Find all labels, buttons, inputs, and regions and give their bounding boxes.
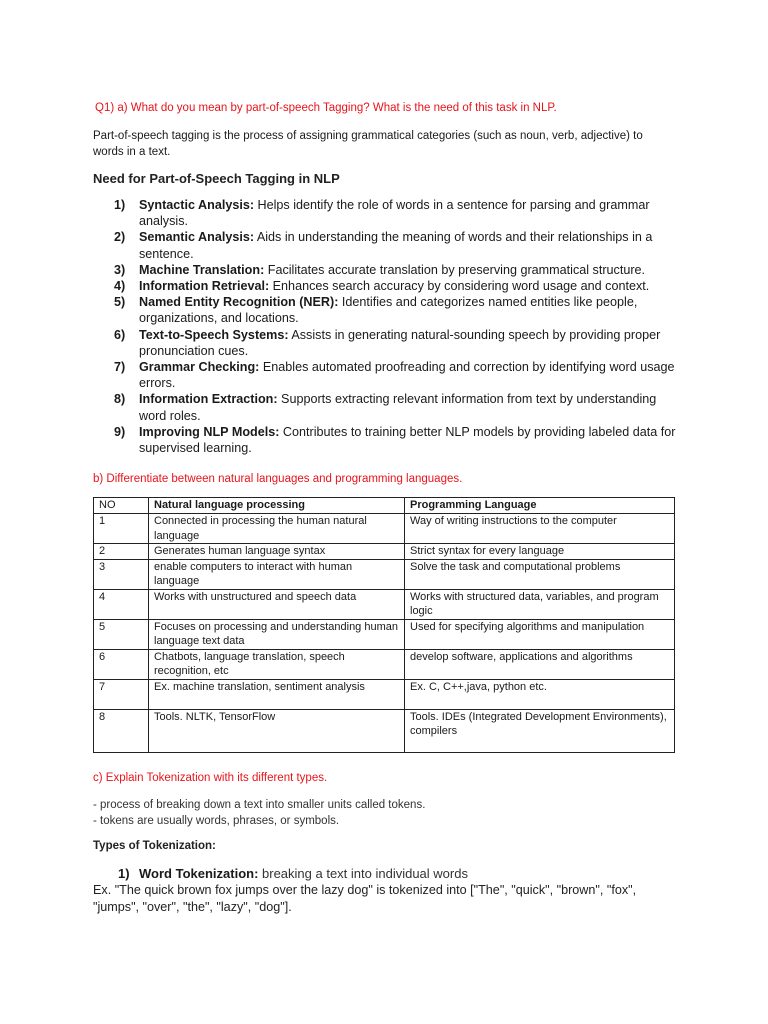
definition-line: - process of breaking down a text into smaller units called tokens. <box>93 799 426 811</box>
table-row <box>94 589 675 619</box>
cell-nlp: Tools. NLTK, TensorFlow <box>149 709 405 752</box>
definition-line: - tokens are usually words, phrases, or symbols. <box>93 815 340 827</box>
pos-definition: Part-of-speech tagging is the process of assigning grammatical categories (such as noun, verb, adjective) to words in a text. <box>93 130 643 158</box>
cell-pl: Used for specifying algorithms and manipulation <box>405 619 675 649</box>
item-desc: Aids in understanding the meaning of words and their relationships in a sentence. <box>139 230 653 261</box>
question-1a: Q1) a) What do you mean by part-of-speech Tagging? What is the need of this task in NLP. <box>95 102 557 114</box>
comparison-table <box>93 497 675 753</box>
list-item: 1) Syntactic Analysis: Helps identify the role of words in a sentence for parsing and grammar analysis. <box>114 198 650 229</box>
item-desc: breaking a text into individual words <box>258 866 468 881</box>
cell-nlp: Connected in processing the human natural language <box>149 514 405 544</box>
table-header-row <box>94 498 675 514</box>
cell-no: 3 <box>94 559 149 589</box>
item-term: Word Tokenization: <box>139 866 259 881</box>
cell-nlp: enable computers to interact with human language <box>149 559 405 589</box>
item-desc: Supports extracting relevant information from text by understanding word roles. <box>139 392 657 423</box>
table-row <box>94 559 675 589</box>
list-item: 6) Text-to-Speech Systems: Assists in generating natural-sounding speech by providing proper pronunciation cues. <box>114 327 661 358</box>
item-term: Named Entity Recognition (NER): <box>139 295 339 310</box>
item-desc: Enhances search accuracy by considering word usage and context. <box>269 279 650 294</box>
tokenization-definition <box>93 797 425 829</box>
cell-nlp: Generates human language syntax <box>149 544 405 560</box>
cell-no: 6 <box>94 649 149 679</box>
item-term: Information Retrieval: <box>139 279 270 294</box>
table-row <box>94 619 675 649</box>
cell-nlp: Focuses on processing and understanding human language text data <box>149 619 405 649</box>
table-row <box>94 649 675 679</box>
table-row <box>94 514 675 544</box>
need-heading: Need for Part-of-Speech Tagging in NLP <box>93 171 340 186</box>
cell-pl: Solve the task and computational problems <box>405 559 675 589</box>
list-item: 4) Information Retrieval: Enhances search accuracy by considering word usage and context. <box>114 279 650 294</box>
item-desc: Facilitates accurate translation by preserving grammatical structure. <box>264 262 646 277</box>
cell-nlp: Ex. machine translation, sentiment analysis <box>149 679 405 709</box>
item-desc: Contributes to training better NLP models by providing labeled data for supervised learning. <box>139 424 676 456</box>
item-desc: Helps identify the role of words in a sentence for parsing and grammar analysis. <box>139 198 650 229</box>
list-item: 8) Information Extraction: Supports extracting relevant information from text by understanding word roles. <box>114 392 657 423</box>
question-1c: c) Explain Tokenization with its different types. <box>93 772 328 784</box>
cell-pl: develop software, applications and algorithms <box>405 649 675 679</box>
item-term: Semantic Analysis: <box>139 230 255 245</box>
item-term: Grammar Checking: <box>139 360 260 375</box>
table-row <box>94 544 675 560</box>
list-item: 2) Semantic Analysis: Aids in understanding the meaning of words and their relationships in a sentence. <box>114 230 653 261</box>
item-desc: Enables automated proofreading and correction by identifying word usage errors. <box>139 360 675 391</box>
item-term: Improving NLP Models: <box>139 424 280 439</box>
item-term: Information Extraction: <box>139 392 278 407</box>
table-row <box>94 709 675 752</box>
table-row <box>94 679 675 709</box>
cell-pl: Strict syntax for every language <box>405 544 675 560</box>
list-item: 7) Grammar Checking: Enables automated proofreading and correction by identifying word usage errors. <box>114 360 675 391</box>
cell-pl: Works with structured data, variables, and program logic <box>405 589 675 619</box>
list-item: 5) Named Entity Recognition (NER): Identifies and categorizes named entities like people, organizations, and locations. <box>114 295 638 326</box>
cell-pl: Ex. C, C++,java, python etc. <box>405 679 675 709</box>
word-tokenization-item: 1) Word Tokenization: breaking a text into individual words <box>118 866 468 881</box>
header-no: NO <box>94 498 149 514</box>
item-term: Syntactic Analysis: <box>139 198 255 212</box>
cell-pl: Way of writing instructions to the computer <box>405 514 675 544</box>
cell-pl: Tools. IDEs (Integrated Development Environments), compilers <box>405 709 675 752</box>
tokenization-example: Ex. "The quick brown fox jumps over the lazy dog" is tokenized into ["The", "quick", "brown", "fox", "jumps", "over", "the", "lazy", "dog"]. <box>93 883 637 914</box>
item-term: Machine Translation: <box>139 262 265 277</box>
list-item: 9) Improving NLP Models: Contributes to training better NLP models by providing labeled data for supervised learning. <box>114 424 676 456</box>
need-list <box>114 197 679 456</box>
cell-nlp: Works with unstructured and speech data <box>149 589 405 619</box>
item-desc: Assists in generating natural-sounding speech by providing proper pronunciation cues. <box>139 327 661 358</box>
types-heading: Types of Tokenization: <box>93 840 216 852</box>
cell-no: 5 <box>94 619 149 649</box>
header-pl: Programming Language <box>405 498 675 514</box>
cell-no: 1 <box>94 514 149 544</box>
item-desc: Identifies and categorizes named entities like people, organizations, and locations. <box>139 295 638 326</box>
cell-no: 4 <box>94 589 149 619</box>
cell-no: 7 <box>94 679 149 709</box>
item-term: Text-to-Speech Systems: <box>139 327 289 342</box>
cell-no: 2 <box>94 544 149 560</box>
cell-no: 8 <box>94 709 149 752</box>
question-1b: b) Differentiate between natural languages and programming languages. <box>93 473 463 485</box>
cell-nlp: Chatbots, language translation, speech recognition, etc <box>149 649 405 679</box>
list-item: 3) Machine Translation: Facilitates accurate translation by preserving grammatical structure. <box>114 262 646 277</box>
header-nlp: Natural language processing <box>149 498 405 514</box>
